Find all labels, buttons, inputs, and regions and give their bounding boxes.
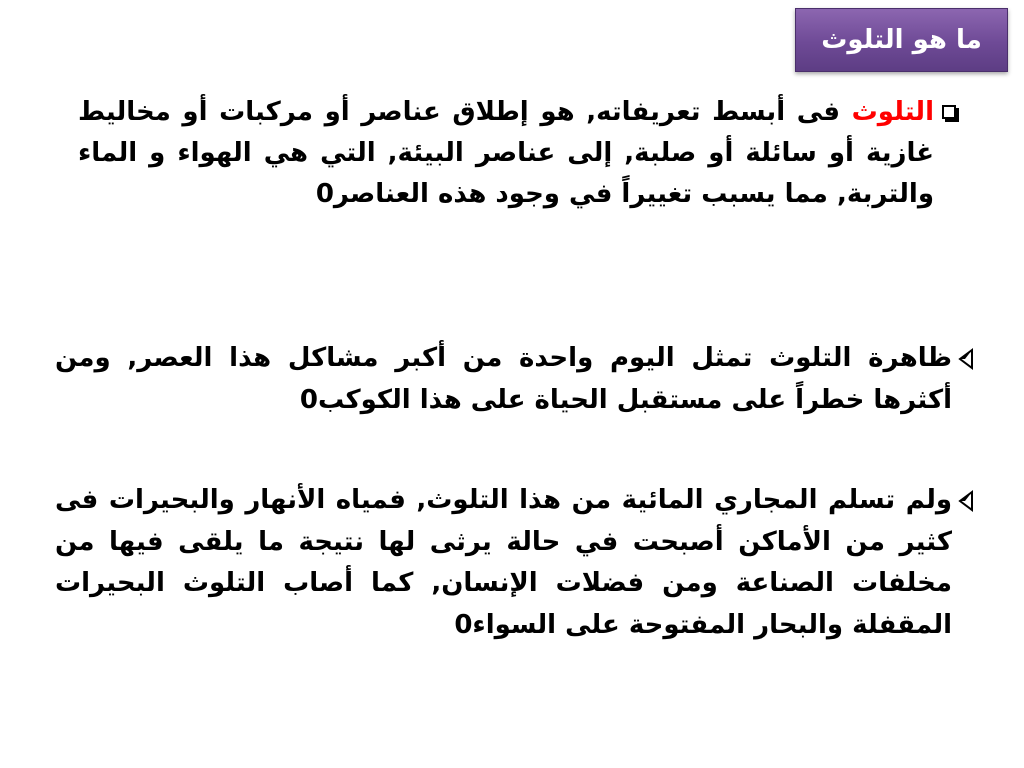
paragraph-phenomenon	[55, 338, 980, 421]
page-title: ما هو التلوث	[821, 25, 982, 55]
highlight-word: التلوث	[851, 97, 934, 127]
paragraph-text: فى أبسط تعريفاته, هو إطلاق عناصر أو مركبات أو مخاليط غازية أو سائلة أو صلبة, إلى عناصر البيئة, التي هي الهواء و الماء والتربة, مما يسبب تغييراً في وجود هذه العناصر0	[78, 97, 934, 210]
square-bullet-icon	[942, 105, 956, 119]
title-box	[795, 8, 1008, 72]
arrow-bullet-icon	[956, 346, 976, 372]
arrow-bullet-icon	[956, 488, 976, 514]
paragraph-definition	[78, 92, 962, 215]
paragraph-waterways	[55, 480, 980, 646]
paragraph-text: ظاهرة التلوث تمثل اليوم واحدة من أكبر مشاكل هذا العصر, ومن أكثرها خطراً على مستقبل الحياة على هذا الكوكب0	[55, 343, 952, 415]
paragraph-text: ولم تسلم المجاري المائية من هذا التلوث, فمياه الأنهار والبحيرات فى كثير من الأماكن أصبحت في حالة يرثى لها نتيجة ما يلقى فيها من مخلفات الصناعة ومن فضلات الإنسان, كما أصاب التلوث البحيرات المقفلة والبحار المفتوحة على السواء0	[55, 485, 952, 640]
